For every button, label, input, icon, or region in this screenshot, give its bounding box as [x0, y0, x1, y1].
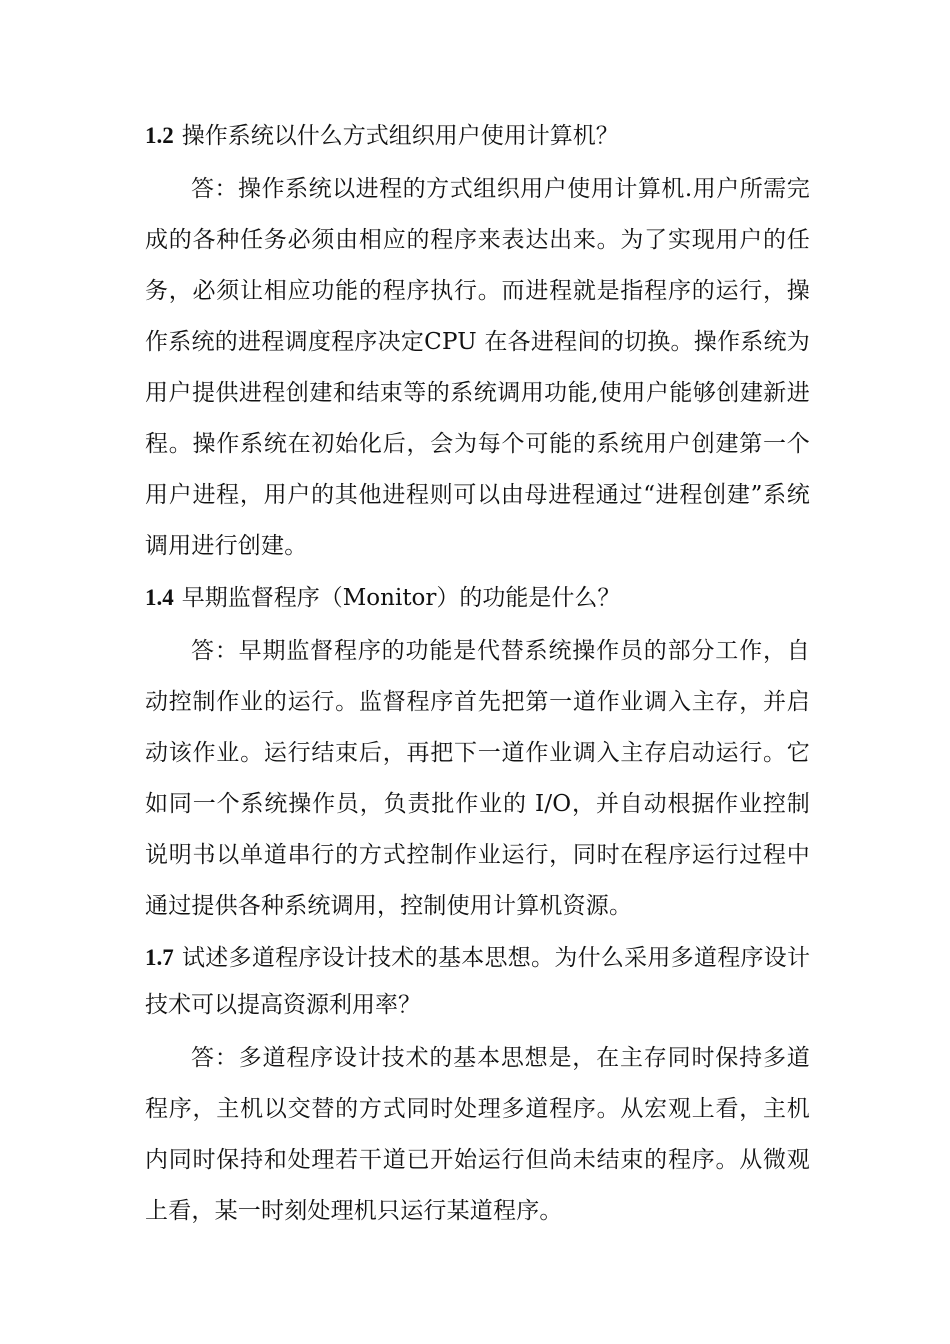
- question-heading: [145, 934, 810, 1029]
- answer-paragraph: 答：操作系统以进程的方式组织用户使用计算机.用户所需完成的各种任务必须由相应的程序来表达出来。为了实现用户的任务，必须让相应功能的程序执行。而进程就是指程序的运行，操作系统的进程调度程序决定CPU 在各进程间的切换。操作系统为用户提供进程创建和结束等的系统调用功能,使用户能够创建新进程。操作系统在初始化后，会为每个可能的系统用户创建第一个用户进程，用户的其他进程则可以由母进程通过“进程创建”系统调用进行创建。: [145, 176, 810, 559]
- question-heading: [145, 574, 810, 622]
- document-body: [145, 112, 810, 1239]
- question-number: 1.4: [145, 585, 174, 610]
- question-number: 1.7: [145, 945, 174, 970]
- question-text: 早期监督程序（Monitor）的功能是什么？: [181, 585, 621, 611]
- question-text: 试述多道程序设计技术的基本思想。为什么采用多道程序设计技术可以提高资源利用率？: [145, 945, 810, 1018]
- question-number: 1.2: [145, 123, 174, 148]
- question-heading: [145, 112, 810, 160]
- question-text: 操作系统以什么方式组织用户使用计算机？: [181, 123, 619, 149]
- answer-paragraph: 答：早期监督程序的功能是代替系统操作员的部分工作，自动控制作业的运行。监督程序首先把第一道作业调入主存，并启动该作业。运行结束后，再把下一道作业调入主存启动运行。它如同一个系统操作员，负责批作业的 I/O，并自动根据作业控制说明书以单道串行的方式控制作业运行，同时在程序运行过程中通过提供各种系统调用，控制使用计算机资源。: [145, 638, 810, 919]
- answer-paragraph: 答：多道程序设计技术的基本思想是，在主存同时保持多道程序，主机以交替的方式同时处理多道程序。从宏观上看，主机内同时保持和处理若干道已开始运行但尚未结束的程序。从微观上看，某一时刻处理机只运行某道程序。: [145, 1045, 810, 1224]
